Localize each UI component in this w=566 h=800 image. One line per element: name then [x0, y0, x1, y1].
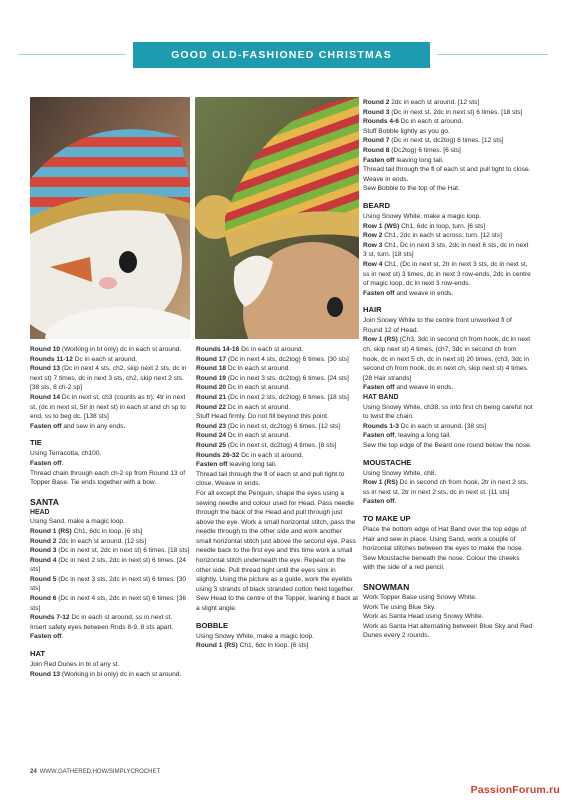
hair-heading: HAIR [363, 305, 382, 315]
instruction-line [363, 146, 533, 156]
instruction-text: leaving long tail. [394, 156, 444, 164]
instruction-text: Dc in each st around. [239, 346, 304, 353]
instruction-step-label: Round 21 [196, 393, 227, 401]
instruction-step-label: Fasten off [363, 289, 395, 297]
instruction-text: Ch1, 6dc in loop. [6 sts] [237, 642, 309, 650]
instruction-line [363, 422, 533, 432]
beard-instructions [363, 212, 533, 298]
instruction-line [30, 449, 190, 459]
instruction-text: Work as Santa Hat alternating between Blue Sky and Red Dunes every 2 rounds. [363, 622, 533, 640]
instruction-line [30, 517, 190, 527]
makeup-instructions [363, 525, 533, 573]
instruction-text: Dc in each st around. [226, 384, 291, 392]
instruction-text: Join Snowy White to the centre front unworked fl of Round 12 of Head. [363, 317, 512, 334]
bobble-instructions [196, 632, 358, 651]
instruction-line [363, 127, 533, 137]
instruction-step-label: Rounds 7-12 [30, 614, 70, 622]
instruction-line [363, 622, 533, 641]
instruction-line [363, 478, 533, 497]
instruction-step-label: Row 4 [363, 260, 383, 268]
instruction-text: , leaving a long tail. [394, 432, 451, 440]
footer-website: WWW.GATHERED.HOW/SIMPLYCROCHET [39, 769, 161, 775]
instruction-line [363, 136, 533, 146]
instruction-text: 2dc in each st around. [12 sts] [56, 537, 147, 545]
instruction-text: Ch1, 6dc in loop. [6 sts] [71, 527, 143, 535]
instruction-step-label: Round 22 [196, 403, 227, 411]
instruction-text: (Dc in next 3 sts, 2dc in next st) 6 times. [30 sts] [30, 575, 187, 593]
moustache-instructions [363, 469, 533, 507]
tie-instructions [30, 449, 190, 487]
instruction-text: (Dc in next 3 sts, dc2tog) 6 times. [24 sts] [226, 374, 349, 382]
instruction-step-label: Round 19 [196, 374, 227, 382]
hatband-instructions [363, 403, 533, 451]
instruction-text: Dc in each st around. [226, 403, 291, 411]
instruction-text: Dc in each st around. [72, 355, 138, 363]
instruction-line [363, 231, 533, 241]
instruction-line [196, 345, 358, 355]
instruction-step-label: Round 25 [196, 441, 227, 449]
instruction-text: 2dc in each st around. [12 sts] [389, 99, 480, 106]
instruction-line [196, 441, 358, 451]
instruction-step-label: Fasten off [30, 633, 62, 641]
instruction-text: Using Sand, make a magic loop. [30, 518, 125, 526]
instruction-line [30, 613, 190, 632]
santa-illustration [195, 97, 359, 339]
instruction-step-label: Round 1 (RS) [196, 642, 238, 650]
instruction-text: Thread tail through the fl of each st and pull tight to close. Weave in ends. [363, 166, 531, 183]
instruction-step-label: Round 3 [30, 547, 57, 555]
instruction-step-label: Round 6 [30, 595, 57, 603]
instruction-text: Ch1, 6dc in loop, turn. [6 sts] [399, 222, 486, 230]
column-1 [30, 345, 190, 679]
instruction-line [363, 374, 533, 384]
instruction-text: Thread tail through the fl of each st and pull tight to close. Weave in ends. [196, 470, 345, 488]
instruction-line [196, 431, 358, 441]
instruction-line [196, 470, 358, 489]
instruction-line [30, 459, 190, 469]
instruction-step-label: Fasten off [30, 422, 62, 430]
instruction-text: Sew Bobble to the top of the Hat. [363, 185, 460, 193]
instruction-text: Using Terracotta, ch100. [30, 450, 102, 458]
instruction-step-label: Round 3 [363, 108, 390, 116]
instruction-text: leaving long tail. [227, 461, 277, 469]
instruction-text: (Dc in next 2 sts, dc2tog) 6 times. [18 sts] [226, 393, 349, 401]
hatband-heading: HAT BAND [363, 394, 399, 402]
instruction-line [30, 556, 190, 575]
instruction-text: Dc in each st around. [239, 451, 304, 459]
instruction-line [363, 335, 533, 373]
instruction-line [363, 469, 533, 479]
instruction-text: Dc in second ch from hook, 2tr in next 2 sts, ss in next st, 2tr in next 2 sts, dc in next st. [11 sts] [363, 479, 528, 496]
page-number: 24 [30, 769, 37, 775]
instruction-step-label: Fasten off [196, 461, 228, 469]
instruction-step-label: Fasten off [363, 432, 395, 440]
instruction-step-label: Round 5 [30, 575, 57, 583]
instruction-line [30, 355, 190, 365]
instruction-text: Place the bottom edge of Hat Band over the top edge of Hair and sew in place. Using Sand, work a couple of horizontal stitches between the eyes to make the nose. Sew Moustache beneath the nose. Colour the cheeks with the side of a red pencil. [363, 525, 527, 572]
instruction-line [363, 222, 533, 232]
moustache-heading: MOUSTACHE [363, 457, 412, 467]
instruction-text: (Ch3, 3dc in second ch from hook, dc in next ch, skip next st) 4 times, (ch7, 3dc in second ch from hook, dc in next 5 ch, dc in next st) 20 times, (ch3, 3dc in second ch from hook, dc in next ch, skip next st) 4 times. [363, 336, 531, 373]
instruction-step-label: Round 10 [30, 346, 61, 353]
instruction-line [363, 497, 533, 507]
instruction-text: Join Red Dunes in bl of any st. [30, 661, 120, 669]
instruction-line [30, 537, 190, 547]
pattern-rounds-list [30, 345, 190, 431]
santa-head-instructions [30, 517, 190, 642]
instruction-step-label: Round 7 [363, 137, 390, 145]
instruction-step-label: Round 17 [196, 355, 227, 363]
instruction-line [30, 594, 190, 613]
bobble-continued-instructions [363, 98, 533, 194]
instruction-step-label: Round 18 [196, 365, 227, 373]
page-footer [30, 769, 160, 775]
instruction-line [30, 364, 190, 393]
instruction-text: Using Snowy White, make a magic loop. [363, 212, 482, 220]
snowman-instructions [363, 593, 533, 641]
instruction-line [363, 383, 533, 393]
instruction-line [363, 184, 533, 194]
instruction-text: (Dc in next st, dc2tog) 4 times. [8 sts] [226, 441, 337, 449]
instruction-line [363, 260, 533, 289]
instruction-line [30, 660, 190, 670]
banner-title: GOOD OLD-FASHIONED CHRISTMAS COLLECTION [171, 49, 392, 87]
instruction-line [196, 489, 358, 614]
instruction-step-label: Rounds 26-32 [196, 451, 240, 459]
instruction-line [30, 670, 190, 680]
instruction-step-label: Round 1 (RS) [30, 527, 72, 535]
instruction-line [196, 403, 358, 413]
instruction-text: Using Snowy White, make a magic loop. [196, 632, 315, 640]
instruction-line [363, 316, 533, 335]
instruction-text: (Dc in next 4 sts, ch2, skip next 2 sts, dc in next st) 7 times, dc in next 3 sts, ch2, skip next 2 sts. [38 sts, 8 ch-2 sp] [30, 365, 187, 392]
instruction-line [363, 612, 533, 622]
instruction-line [363, 241, 533, 260]
instruction-text: and weave in ends. [394, 289, 454, 297]
instruction-text: Dc in each st around. [38 sts] [398, 422, 487, 430]
instruction-step-label: Row 1 (RS) [363, 336, 398, 344]
instruction-text: Ch1, 2dc in each st across, turn. [12 sts] [382, 232, 502, 240]
instruction-text: (Dc2tog) 6 times. [6 sts] [389, 146, 461, 154]
beard-heading: BEARD [363, 200, 391, 210]
instruction-text: Stuff Bobble lightly as you go. [363, 127, 450, 135]
instruction-line [30, 575, 190, 594]
instruction-text: (Working in bl only) dc in each st around. [60, 670, 182, 678]
instruction-line [196, 422, 358, 432]
instruction-text: Using Snowy White, ch38, ss into first ch being careful not to twist the chain. [363, 403, 533, 421]
instruction-line [30, 393, 190, 422]
instruction-line [363, 212, 533, 222]
instruction-text: Dc in each st around. [226, 365, 291, 373]
instruction-text: and sew in any ends. [61, 422, 126, 430]
instruction-line [196, 355, 358, 365]
instruction-text: Thread chain through each ch-2 sp from Round 13 of Topper Base. Tie ends together with a bow. [30, 469, 186, 487]
banner-rule-right [437, 54, 548, 55]
instruction-step-label: Round 2 [363, 99, 390, 106]
instruction-step-label: Round 8 [363, 146, 390, 154]
instruction-text: (Dc in next st, dc2tog) 6 times. [12 sts] [389, 137, 504, 145]
hat-heading: HAT [30, 649, 46, 659]
instruction-line [363, 431, 533, 441]
instruction-step-label: Fasten off [363, 156, 395, 164]
section-banner [0, 38, 566, 87]
instruction-text: (Dc in next st, 2dc in next st) 6 times. [18 sts] [56, 547, 190, 555]
instruction-line [363, 165, 533, 184]
instruction-line [30, 632, 190, 642]
instruction-line [196, 412, 358, 422]
instruction-text: Dc in next st, ch3 (counts as tr), 4tr in next st, (dc in next st, 5tr in next st) in each st and ch sp to end, ss to beg dc. [138 sts] [30, 393, 186, 421]
instruction-text: and weave in ends. [394, 384, 454, 392]
instruction-line [363, 289, 533, 299]
instruction-text: For all except the Penguin, shape the eyes using a sewing needle and colour used for Head. Pass needle through the back of the Head and pull through just above the eye. Work a small horizontal stitch, pass the needle through to the other side and work another small horizontal stitch just above the second eye. Pass needle back to the first eye and this time work a small horizontal stitch underneath the eye. Repeat on the other side. Pull thread tight until the eyes sink in slightly. Using the picture as a guide, work the eyelids using 3 strands of black stranded cotton held together. Sew Head to the centre of the Topper, leaning it back at a slight angle. [196, 489, 358, 613]
instruction-text: Ch1, Dc in next 3 sts, 2dc in next 6 sts, dc in next 3 st, turn. [18 sts] [363, 241, 529, 259]
instruction-step-label: Row 1 (WS) [363, 222, 400, 230]
santa-heading: SANTA [30, 496, 59, 507]
instruction-text: Stuff Head firmly. Do not fill beyond this point. [196, 413, 329, 421]
watermark: PassionForum.ru [470, 784, 560, 796]
hat-instructions [30, 660, 190, 679]
instruction-text: (Working in bl only) dc in each st around. [60, 346, 182, 353]
instruction-text: Work Topper Base using Snowy White. [363, 593, 477, 601]
instruction-line [196, 364, 358, 374]
instruction-step-label: Round 4 [30, 556, 57, 564]
banner-rule-left [18, 54, 126, 55]
instruction-text: Dc in each st around. [226, 432, 291, 440]
makeup-heading: TO MAKE UP [363, 513, 411, 523]
head-continued-instructions [196, 345, 358, 614]
instruction-step-label: Fasten off [363, 384, 395, 392]
instruction-text: . [61, 633, 64, 641]
instruction-line [30, 469, 190, 488]
santa-photo [195, 97, 359, 339]
instruction-text: [28 Hair strands] [363, 374, 412, 382]
instruction-line [363, 593, 533, 603]
instruction-line [196, 393, 358, 403]
hair-instructions [363, 316, 533, 393]
instruction-line [363, 441, 533, 451]
instruction-line [196, 460, 358, 470]
instruction-line [30, 345, 190, 355]
instruction-step-label: Row 2 [363, 232, 383, 240]
instruction-text: . [394, 498, 397, 506]
instruction-text: Work Tie using Blue Sky. [363, 603, 436, 611]
instruction-line [363, 98, 533, 108]
snowman-illustration [30, 97, 190, 339]
instruction-line [30, 527, 190, 537]
instruction-line [196, 374, 358, 384]
instruction-line [196, 632, 358, 642]
tie-heading: TIE [30, 438, 42, 448]
snowman-photo [30, 97, 190, 339]
instruction-step-label: Round 20 [196, 384, 227, 392]
instruction-text: Work as Santa Head using Snowy White. [363, 613, 484, 621]
column-3 [363, 98, 533, 641]
instruction-line [196, 641, 358, 651]
instruction-line [30, 546, 190, 556]
instruction-step-label: Round 13 [30, 670, 61, 678]
instruction-text: Dc in each st around. [398, 118, 464, 126]
instruction-step-label: Row 1 (RS) [363, 479, 398, 487]
instruction-line [363, 403, 533, 422]
instruction-line [363, 117, 533, 127]
instruction-step-label: Rounds 1-3 [363, 422, 399, 430]
instruction-line [363, 525, 533, 573]
instruction-text: (Dc in next st, 2dc in next st) 6 times. [18 sts] [389, 108, 523, 116]
instruction-text: Using Snowy White, ch8. [363, 469, 437, 477]
instruction-text: (Dc in next 2 sts, 2dc in next st) 6 times. [24 sts] [30, 556, 187, 574]
instruction-line [30, 422, 190, 432]
instruction-text: Ch1, (Dc in next st, 2tr in next 3 sts, dc in next st, ss in next st) 3 times, dc in next 3 row-ends, 2dc in centre of magic loop, dc in next 3 row-ends. [363, 260, 531, 288]
instruction-text: (Dc in next st, dc2tog) 6 times. [12 sts] [226, 422, 341, 430]
instruction-line [196, 451, 358, 461]
instruction-step-label: Round 14 [30, 393, 61, 401]
instruction-step-label: Round 24 [196, 432, 227, 440]
instruction-step-label: Fasten off [363, 498, 395, 506]
instruction-line [196, 383, 358, 393]
instruction-line [363, 108, 533, 118]
instruction-step-label: Fasten off [30, 459, 62, 467]
instruction-text: (Dc in next 4 sts, dc2tog) 6 times. [30 sts] [226, 355, 349, 363]
snowman-heading: SNOWMAN [363, 581, 410, 592]
column-2 [196, 345, 358, 651]
instruction-step-label: Round 23 [196, 422, 227, 430]
instruction-line [363, 156, 533, 166]
instruction-step-label: Rounds 4-6 [363, 118, 399, 126]
instruction-line [363, 603, 533, 613]
instruction-text: Dc in each st around, ss in next st. Insert safety eyes between Rnds 8-9, 8 sts apart. [30, 614, 174, 631]
bobble-heading: BOBBLE [196, 620, 229, 630]
instruction-step-label: Rounds 11-12 [30, 355, 73, 363]
instruction-step-label: Round 2 [30, 537, 57, 545]
instruction-step-label: Rounds 14-16 [196, 346, 240, 353]
instruction-step-label: Round 13 [30, 365, 61, 373]
instruction-step-label: Row 3 [363, 241, 383, 249]
instruction-text: . [61, 459, 64, 467]
santa-head-subheading: HEAD [30, 508, 50, 516]
instruction-text: Sew the top edge of the Beard one round below the nose. [363, 442, 532, 449]
instruction-text: (Dc in next 4 sts, 2dc in next st) 6 times. [36 sts] [30, 595, 187, 612]
